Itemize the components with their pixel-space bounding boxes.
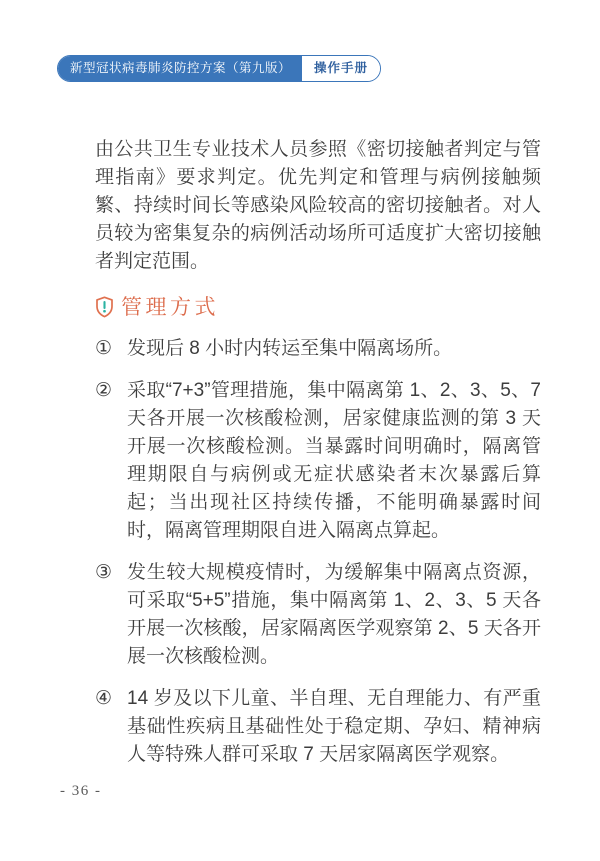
- section-header: [95, 293, 541, 321]
- header-badge: [57, 55, 381, 82]
- badge-title: 新型冠状病毒肺炎防控方案（第九版）: [58, 56, 301, 81]
- page-content: [95, 136, 541, 769]
- shield-exclamation-icon: [95, 296, 114, 318]
- intro-paragraph: 由公共卫生专业技术人员参照《密切接触者判定与管理指南》要求判定。优先判定和管理与病例接触频繁、持续时间长等感染风险较高的密切接触者。对人员较为密集复杂的病例活动场所可适度扩大密切接触者判定范围。: [95, 139, 541, 272]
- list-item: [95, 335, 541, 363]
- list-item-text: 采取“7+3”管理措施，集中隔离第 1、2、3、5、7 天各开展一次核酸检测，居家健康监测的第 3 天开展一次核酸检测。当暴露时间明确时，隔离管理期限自与病例或无症状感染者末次暴露后算起；当出现社区持续传播，不能明确暴露时间时，隔离管理期限自进入隔离点算起。: [127, 380, 541, 541]
- list-item-number: ④: [95, 688, 113, 709]
- list-item: [95, 559, 541, 671]
- section-title: 管理方式: [121, 295, 219, 319]
- list-item-number: ①: [95, 338, 113, 359]
- list-item-text: 14 岁及以下儿童、半自理、无自理能力、有严重基础性疾病且基础性处于稳定期、孕妇、精神病人等特殊人群可采取 7 天居家隔离医学观察。: [127, 688, 541, 765]
- list-item: [95, 685, 541, 769]
- list-item-number: ②: [95, 380, 113, 401]
- page-number: - 36 -: [60, 783, 102, 799]
- management-list: [95, 335, 541, 769]
- list-item-text: 发现后 8 小时内转运至集中隔离场所。: [127, 338, 453, 359]
- list-item-number: ③: [95, 562, 113, 583]
- list-item-text: 发生较大规模疫情时，为缓解集中隔离点资源，可采取“5+5”措施，集中隔离第 1、2、3、5 天各开展一次核酸，居家隔离医学观察第 2、5 天各开展一次核酸检测。: [127, 562, 541, 667]
- badge-subtitle: 操作手册: [301, 56, 380, 81]
- list-item: [95, 377, 541, 545]
